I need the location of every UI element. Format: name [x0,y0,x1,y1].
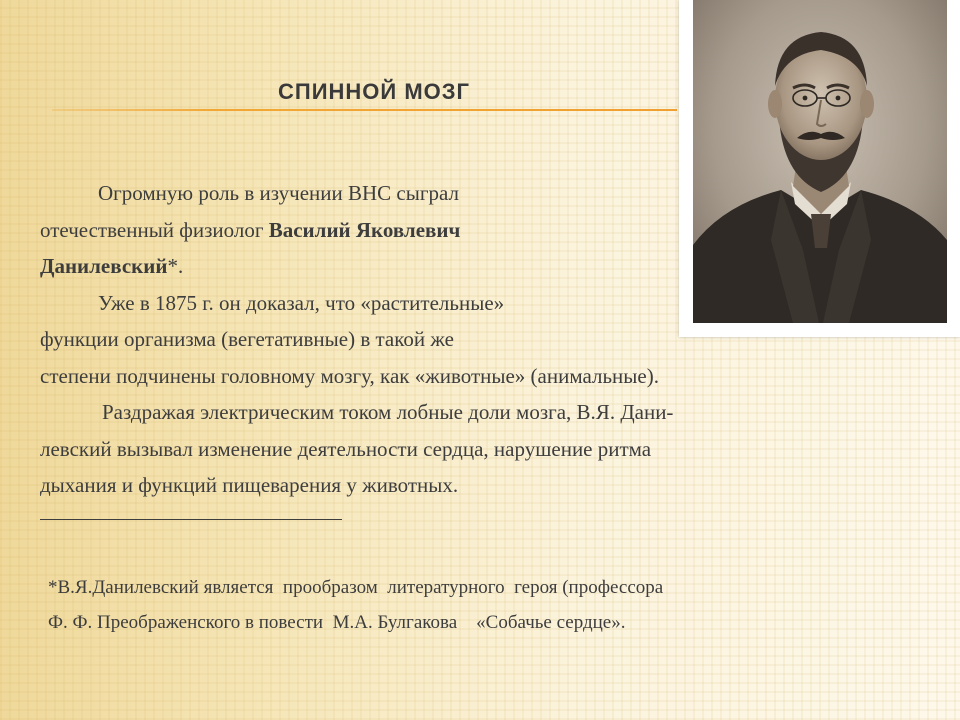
paragraph2-line1: Уже в 1875 г. он доказал, что «растительные» [98,290,505,315]
paragraph1-line1: Огромную роль в изучении ВНС сыграл [98,181,459,205]
slide-title: СПИННОЙ МОЗГ [278,79,471,104]
paragraph1-line3 [40,248,880,285]
body-text [40,175,880,520]
paragraph3-line1: Раздражая электрическим током лобные доли мозга, В.Я. Дани- [102,400,674,424]
footnote-separator [40,507,342,520]
footnote-line1: *В.Я.Данилевский является прообразом литературного героя (профессора [48,577,664,598]
paragraph3-line2: левский вызывал изменение деятельности сердца, нарушение ритма [40,436,652,461]
paragraph2-line3: степени подчинены головному мозгу, как «животные» (анимальные). [40,363,659,388]
physiologist-name-last: Данилевский [40,254,168,278]
footnote [48,570,663,640]
footnote-line2: Ф. Ф. Преображенского в повести М.А. Булгакова «Собачье сердце». [48,612,626,633]
physiologist-name-first: Василий Яковлевич [268,217,461,242]
footnote-marker: *. [167,254,184,278]
paragraph2-line2: функции организма (вегетативные) в такой же [40,327,454,351]
title-underline [52,109,677,111]
paragraph3-line3: дыхания и функций пищеварения у животных. [40,473,459,497]
paragraph1-line2 [40,212,880,249]
paragraph1-line2-text: отечественный физиолог [40,217,269,242]
